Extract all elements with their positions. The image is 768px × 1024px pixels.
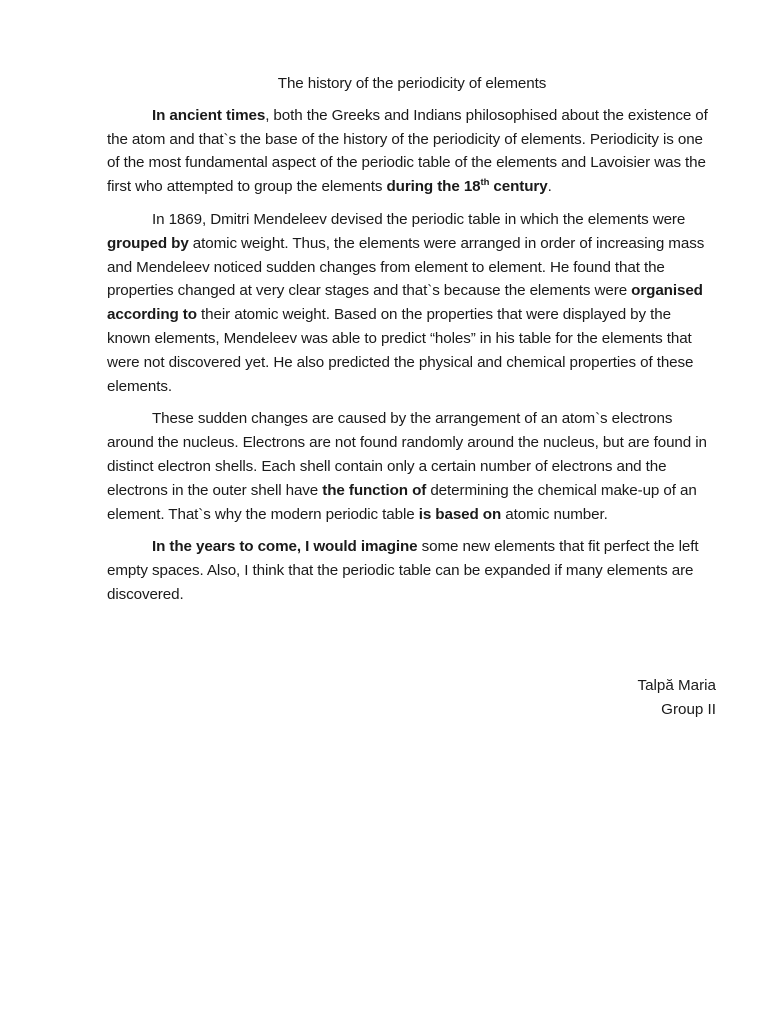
- bold-phrase: organised according to: [107, 282, 703, 324]
- superscript: [481, 177, 490, 188]
- paragraph-3: [107, 407, 717, 526]
- bold-phrase: grouped by: [107, 234, 189, 252]
- text-run: In 1869, Dmitri Mendeleev devised the periodic table in which the elements were: [152, 210, 686, 228]
- text-run: some new elements that fit perfect the left empty spaces. Also, I think that the periodic table can be expanded if many elements are discovered.: [107, 538, 699, 603]
- document-title: The history of the periodicity of elements: [277, 75, 547, 92]
- bold-phrase: during the 18: [386, 178, 481, 196]
- bold-phrase: century: [489, 178, 548, 196]
- bold-phrase: In ancient times: [152, 106, 266, 124]
- text-run: These sudden changes are caused by the arrangement of an atom`s electrons around the nucleus. Electrons are not found randomly around the nucleus, but are found in distinct electron shells. Each shell contain only a certain number of electrons and the electrons in the outer shell have: [107, 410, 707, 499]
- text-run: atomic number.: [501, 505, 608, 523]
- bold-phrase: is based on: [418, 505, 502, 523]
- text-run: atomic weight. Thus, the elements were arranged in order of increasing mass and Mendeleev noticed sudden changes from element to element. He found that the properties changed at very clear stages and that`s because the elements were: [107, 234, 705, 300]
- paragraph-4: [107, 535, 717, 606]
- text-run: , both the Greeks and Indians philosophised about the existence of the atom and that`s the base of the history of the periodicity of elements. Periodicity is one of the most fundamental aspect of the periodic table of the elements and Lavoisier was the first who attempted to group the elements: [107, 106, 708, 196]
- text-run: determining the chemical make-up of an element. That`s why the modern periodic table: [107, 481, 697, 523]
- document-body: [107, 72, 717, 616]
- signature-block: [637, 674, 716, 722]
- paragraphs-container: [107, 104, 717, 607]
- text-run: .: [547, 178, 552, 196]
- paragraph-1: [107, 104, 717, 199]
- superscript-text: th: [480, 177, 490, 189]
- paragraph-2: [107, 208, 717, 398]
- author-group: Group II: [661, 701, 716, 718]
- bold-phrase: the function of: [322, 481, 427, 499]
- author-name: Talpă Maria: [637, 677, 716, 694]
- text-run: their atomic weight. Based on the properties that were displayed by the known elements, Mendeleev was able to predict “holes” in his table for the elements that were not discovered yet. He also predicted the physical and chemical properties of these elements.: [107, 306, 694, 395]
- bold-phrase: In the years to come, I would imagine: [152, 538, 418, 556]
